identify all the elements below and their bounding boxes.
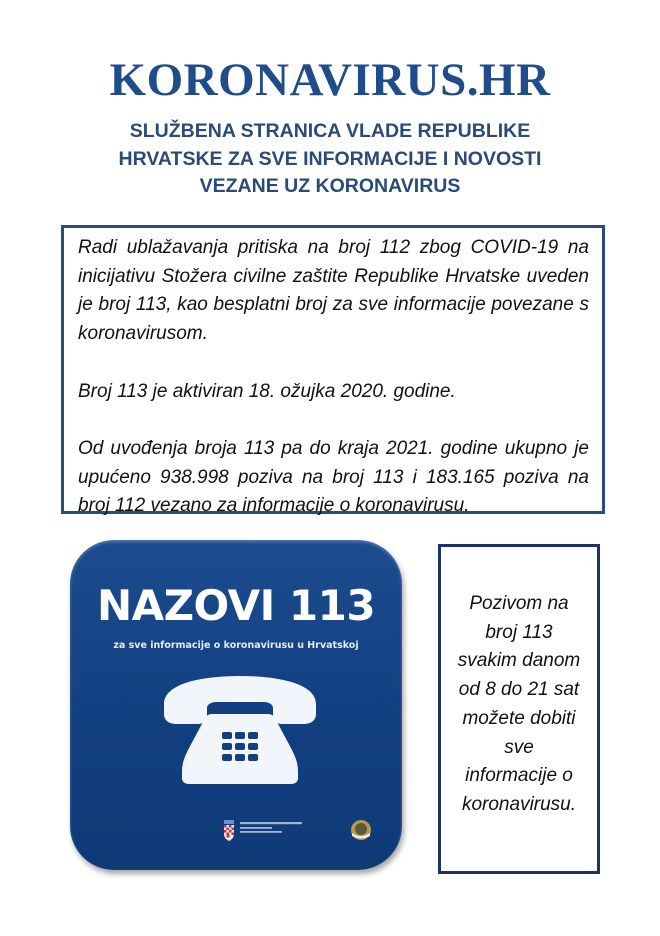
telephone-icon <box>160 674 320 786</box>
hours-line: svakim danom <box>457 650 581 672</box>
hours-line: Pozivom na <box>469 593 569 614</box>
site-title: KORONAVIRUS.HR <box>109 54 551 106</box>
hours-line: koronavirusu. <box>461 793 577 815</box>
croatian-coat-of-arms-icon <box>224 820 234 841</box>
seal-icon <box>350 819 372 841</box>
hours-text <box>441 590 597 820</box>
hours-line: od 8 do 21 sat <box>458 679 580 701</box>
hours-line: broj 113 <box>485 621 553 643</box>
info-text <box>78 234 589 521</box>
hours-line: možete dobiti <box>462 707 576 729</box>
hours-line: informacije o <box>465 765 573 787</box>
subtitle-line: VEZANE UZ KORONAVIRUS <box>199 175 461 197</box>
keypad <box>222 732 258 761</box>
card-title: NAZOVI 113 <box>96 581 376 630</box>
subtitle-line: HRVATSKE ZA SVE INFORMACIJE I NOVOSTI <box>118 147 542 170</box>
subtitle-line: SLUŽBENA STRANICA VLADE REPUBLIKE <box>129 120 531 142</box>
card-subtitle: za sve informacije o koronavirusu u Hrvatskoj <box>113 640 359 651</box>
info-paragraph-statistics: Od uvođenja broja 113 pa do kraja 2021. godine ukupno je upućeno 938.998 poziva na broj 113 i 183.165 poziva na broj 112 vezano za informacije o koronavirusu. <box>78 437 589 517</box>
hours-line: sve <box>504 736 534 758</box>
government-logo-text <box>240 822 302 833</box>
hours-box <box>438 544 600 874</box>
info-paragraph-intro: Radi ublažavanja pritiska na broj 112 zbog COVID-19 na inicijativu Stožera civilne zaštite Republike Hrvatske uveden je broj 113, kao besplatni broj za sve informacije povezane s koronavirusom. <box>78 237 589 345</box>
subtitle <box>0 118 660 201</box>
government-logo <box>222 816 322 846</box>
info-paragraph-activation: Broj 113 je aktiviran 18. ožujka 2020. godine. <box>78 380 456 402</box>
info-box <box>61 225 605 517</box>
call-113-card <box>70 540 402 870</box>
